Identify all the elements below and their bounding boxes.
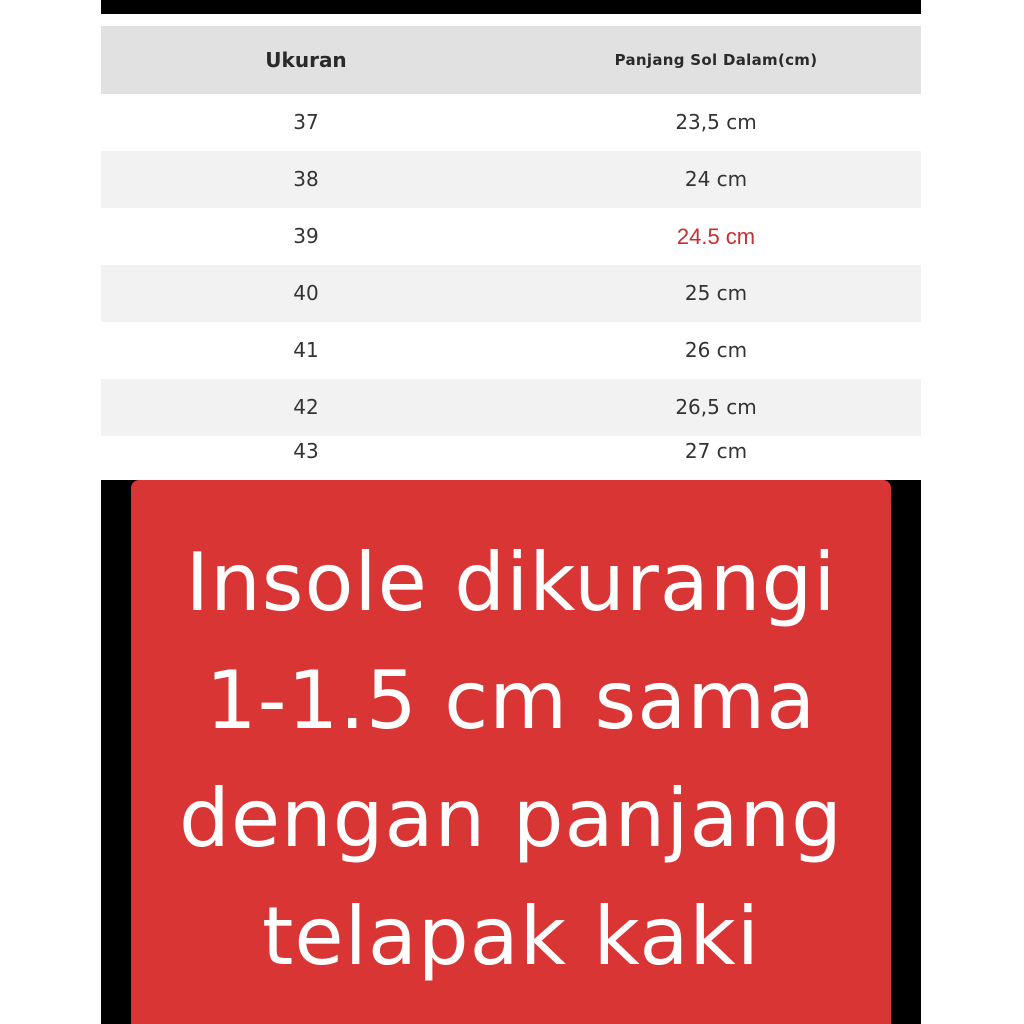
row-length: 24 cm <box>684 167 748 191</box>
banner-line: dengan panjang <box>179 772 843 865</box>
banner-line: telapak kaki <box>262 890 760 983</box>
row-size: 40 <box>293 281 319 305</box>
row-length: 26 cm <box>684 338 748 362</box>
table-row <box>101 322 921 379</box>
row-size: 37 <box>293 110 319 134</box>
table-row <box>101 208 921 265</box>
table-row <box>101 94 921 151</box>
table-row <box>101 151 921 208</box>
banner-line: 1-1.5 cm sama <box>205 654 817 747</box>
table-header <box>101 26 921 94</box>
row-length: 23,5 cm <box>675 110 757 134</box>
row-length: 26,5 cm <box>675 395 757 419</box>
header-length: Panjang Sol Dalam(cm) <box>614 51 818 69</box>
row-length-highlighted: 24.5 cm <box>676 224 756 249</box>
size-chart-table <box>101 14 921 480</box>
banner-line: Insole dikurangi <box>185 536 837 629</box>
row-length: 25 cm <box>684 281 748 305</box>
header-size: Ukuran <box>265 48 347 72</box>
table-row <box>101 265 921 322</box>
table-row <box>101 423 921 480</box>
row-length: 27 cm <box>684 439 748 463</box>
info-banner <box>131 480 891 1024</box>
row-size: 39 <box>293 224 319 248</box>
row-size: 38 <box>293 167 319 191</box>
row-size: 41 <box>293 338 319 362</box>
banner-text <box>131 524 891 996</box>
row-size: 42 <box>293 395 319 419</box>
row-size: 43 <box>293 439 319 463</box>
